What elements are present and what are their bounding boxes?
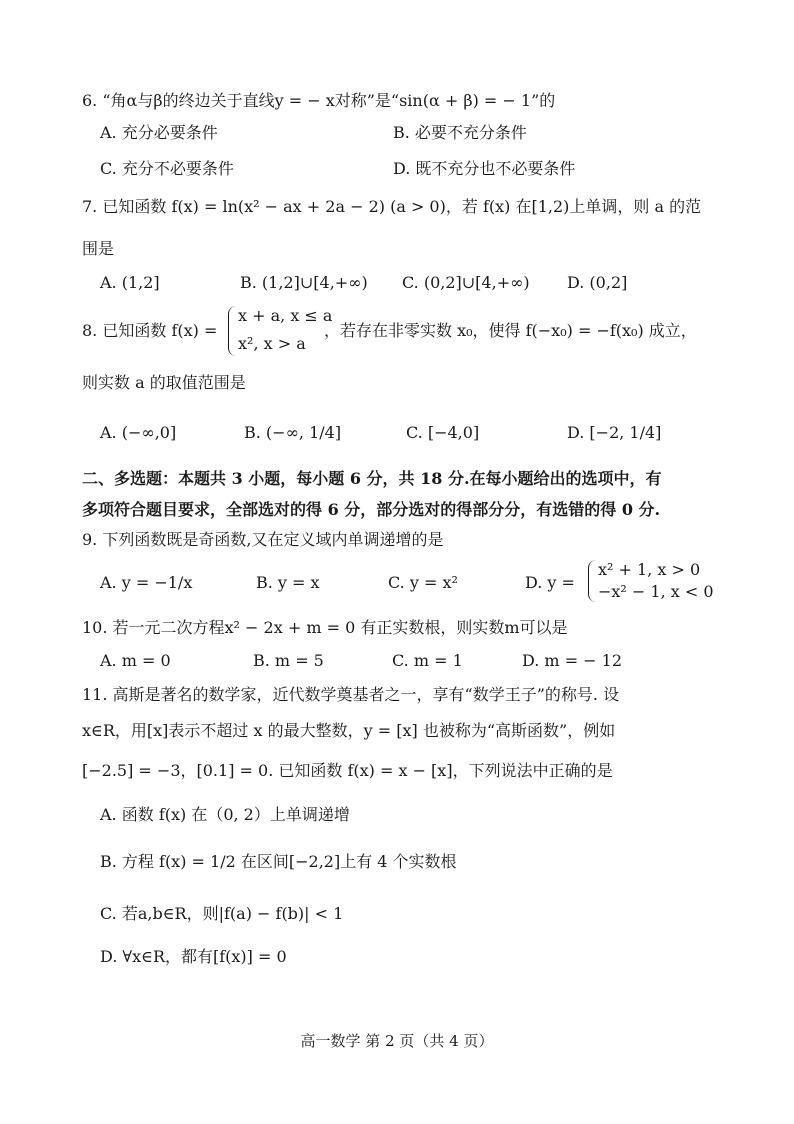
q6-stem: 6. “角α与β的终边关于直线y = − x对称”是“sin(α + β) = − 1”的 (82, 91, 556, 110)
q7-option-a: A. (1,2] (100, 273, 160, 292)
q11-option-d: D. ∀x∈R，都有[f(x)] = 0 (100, 947, 287, 966)
q8-case2: x², x > a (238, 334, 306, 353)
section2-line1: 二、多选题：本题共 3 小题，每小题 6 分，共 18 分.在每小题给出的选项中，有 (82, 469, 662, 488)
q10-stem: 10. 若一元二次方程x² − 2x + m = 0 有正实数根，则实数m可以是 (82, 618, 568, 637)
q11-option-a: A. 函数 f(x) 在（0, 2）上单调递增 (100, 805, 350, 824)
q11-line1: 11. 高斯是著名的数学家，近代数学奠基者之一，享有“数学王子”的称号. 设 (82, 685, 620, 704)
q8-option-b: B. (−∞, 1/4] (244, 423, 342, 442)
q8-prefix: 8. 已知函数 f(x) = (82, 321, 218, 340)
q11-option-b: B. 方程 f(x) = 1/2 在区间[−2,2]上有 4 个实数根 (100, 852, 457, 871)
q8-option-a: A. (−∞,0] (100, 423, 177, 442)
q8-option-c: C. [−4,0] (406, 423, 480, 442)
q10-option-b: B. m = 5 (253, 651, 324, 670)
q6-option-c: C. 充分不必要条件 (100, 159, 234, 178)
q8-suffix: ，若存在非零实数 x₀，使得 f(−x₀) = −f(x₀) 成立， (324, 321, 697, 340)
q7-option-b: B. (1,2]∪[4,+∞) (240, 273, 368, 292)
q6-option-b: B. 必要不充分条件 (393, 123, 527, 142)
q10-option-d: D. m = − 12 (522, 651, 623, 670)
q7-stem-line2: 围是 (82, 239, 115, 258)
q8-case1: x + a, x ≤ a (238, 306, 333, 325)
q9-option-b: B. y = x (256, 573, 320, 592)
q9-option-d-case1: x² + 1, x > 0 (598, 560, 701, 579)
q9-option-d-prefix: D. y = (525, 573, 575, 592)
q6-option-a: A. 充分必要条件 (100, 123, 218, 142)
q6-option-d: D. 既不充分也不必要条件 (393, 159, 576, 178)
q11-line3: [−2.5] = −3，[0.1] = 0. 已知函数 f(x) = x − [x]，下列说法中正确的是 (82, 761, 613, 780)
q11-line2: x∈R，用[x]表示不超过 x 的最大整数，y = [x] 也被称为“高斯函数”，例如 (82, 721, 616, 740)
q9-stem: 9. 下列函数既是奇函数,又在定义域内单调递增的是 (82, 530, 444, 549)
q8-stem-line2: 则实数 a 的取值范围是 (82, 373, 246, 392)
q10-option-c: C. m = 1 (392, 651, 463, 670)
section2-line2: 多项符合题目要求，全部选对的得 6 分，部分选对的得部分分，有选错的得 0 分. (82, 500, 661, 519)
q7-stem-line1: 7. 已知函数 f(x) = ln(x² − ax + 2a − 2) (a > 0)，若 f(x) 在[1,2)上单调，则 a 的范 (82, 197, 702, 216)
q9-option-d-case2: −x² − 1, x < 0 (598, 582, 714, 601)
q11-option-c: C. 若a,b∈R，则|f(a) − f(b)| < 1 (100, 904, 344, 923)
q9-option-c: C. y = x² (388, 573, 458, 592)
q8-option-d: D. [−2, 1/4] (567, 423, 662, 442)
page-footer: 高一数学 第 2 页（共 4 页） (300, 1032, 494, 1050)
q9-option-a: A. y = −1/x (100, 573, 193, 592)
q10-option-a: A. m = 0 (100, 651, 171, 670)
q7-option-d: D. (0,2] (567, 273, 628, 292)
q7-option-c: C. (0,2]∪[4,+∞) (402, 273, 530, 292)
